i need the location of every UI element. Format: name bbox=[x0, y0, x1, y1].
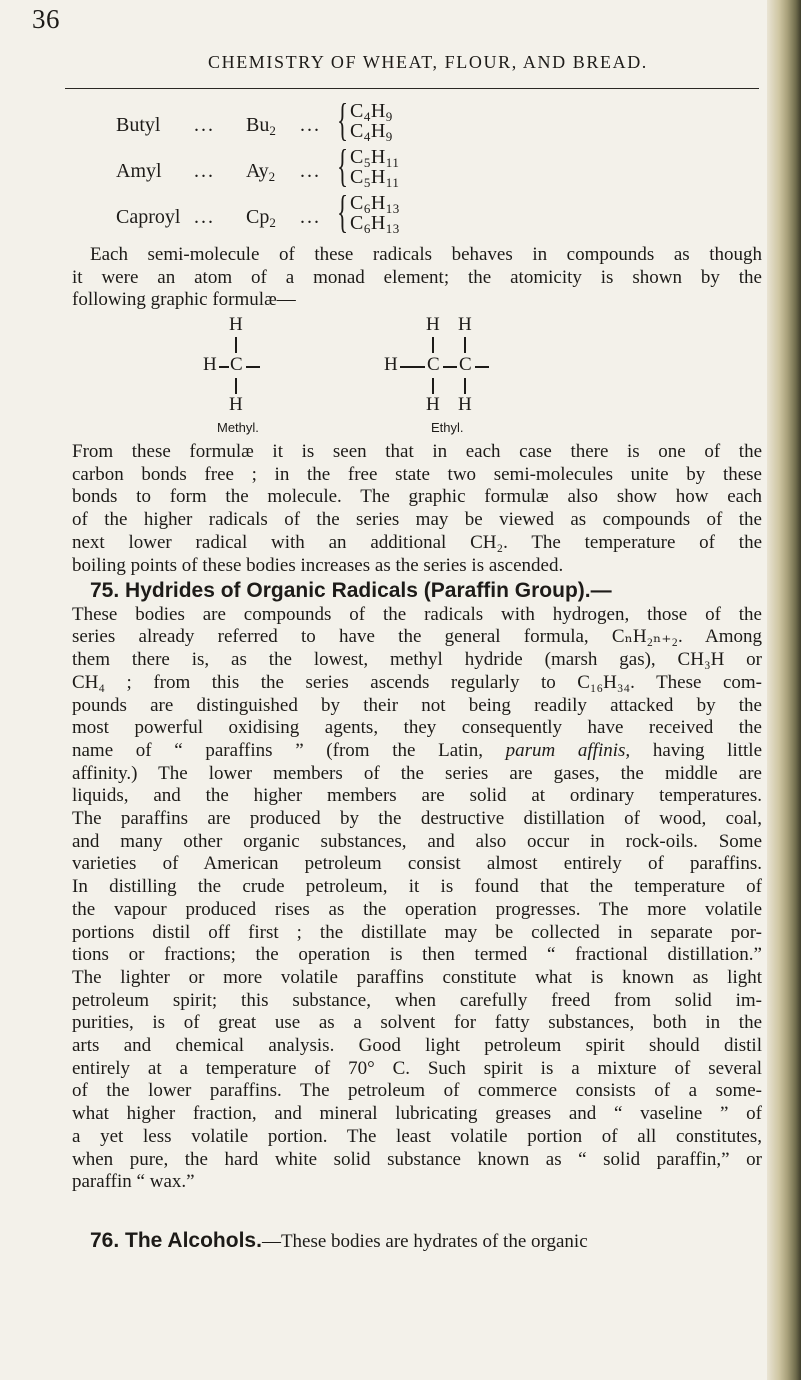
bond-line bbox=[400, 366, 425, 368]
methyl-h-bottom: H bbox=[229, 394, 243, 415]
ethyl-h-bottom-2: H bbox=[458, 394, 472, 415]
text-line: and many other organic substances, and also occur in rock-oils. Some bbox=[72, 830, 762, 852]
bond-line bbox=[475, 366, 489, 368]
text-line bbox=[72, 740, 762, 763]
text-line: it were an atom of a monad element; the atomicity is shown by the bbox=[72, 266, 762, 288]
radical-symbol: $Bu_2$ bbox=[246, 114, 276, 138]
text-line: most powerful oxidising agents, they consequently have received the bbox=[72, 717, 762, 739]
leader-dots: ... bbox=[300, 160, 321, 182]
methyl-h-left: H bbox=[203, 354, 217, 375]
text-line: tions or fractions; the operation is then termed “ fractional distillation.” bbox=[72, 944, 762, 966]
text-line: CH₄ ; from this the series ascends regularly to C₁₆H₃₄. These com- bbox=[72, 671, 762, 693]
text-line: of the lower paraffins. The petroleum of commerce consists of a some- bbox=[72, 1080, 762, 1102]
text-line: Each semi-molecule of these radicals behaves in compounds as though bbox=[90, 244, 762, 265]
text-line: varieties of American petroleum consist almost entirely of paraffins. bbox=[72, 853, 762, 875]
text-line: boiling points of these bodies increases as the series is ascended. bbox=[72, 554, 564, 576]
leader-dots: ... bbox=[194, 206, 215, 228]
ethyl-h-top-1: H bbox=[426, 314, 440, 335]
heading-75: 75. Hydrides of Organic Radicals (Paraffin Group).— bbox=[90, 579, 612, 602]
ethyl-c-2: C bbox=[459, 354, 472, 375]
text-run: name of “ paraffins ” (from the Latin, bbox=[72, 739, 506, 761]
header-rule bbox=[65, 88, 759, 89]
methyl-h-top: H bbox=[229, 314, 243, 335]
text-line: what higher fraction, and mineral lubricating greases and “ vaseline ” of bbox=[72, 1103, 762, 1125]
brace-symbol: { bbox=[337, 140, 349, 191]
text-line: entirely at a temperature of 70° C. Such spirit is a mixture of several bbox=[72, 1057, 762, 1079]
radical-name: Caproyl bbox=[116, 206, 181, 228]
text-line: affinity.) The lower members of the series are gases, the middle are bbox=[72, 762, 762, 784]
ethyl-caption: Ethyl. bbox=[431, 420, 464, 435]
heading-76: 76. The Alcohols. bbox=[90, 1229, 262, 1252]
bond-line bbox=[219, 366, 229, 368]
bond-line bbox=[235, 337, 237, 353]
text-line: when pure, the hard white solid substance known as “ solid paraffin,” or bbox=[72, 1148, 762, 1170]
text-line: them there is, as the lowest, methyl hydride (marsh gas), CH₃H or bbox=[72, 649, 762, 671]
text-line bbox=[72, 441, 762, 464]
formula-top: $C_5H_{11}$ bbox=[350, 146, 400, 170]
methyl-c: C bbox=[230, 354, 243, 375]
text-line: paraffin “ wax.” bbox=[72, 1171, 195, 1193]
bond-line bbox=[464, 337, 466, 353]
text-line: pounds are distinguished by their not being readily attacked by the bbox=[72, 694, 762, 716]
formula-bottom: $C_4H_9$ bbox=[350, 120, 393, 144]
text-line: petroleum spirit; this substance, when carefully freed from solid im- bbox=[72, 989, 762, 1011]
ethyl-h-top-2: H bbox=[458, 314, 472, 335]
latin-phrase: parum affinis, bbox=[505, 739, 631, 761]
text-line: The lighter or more volatile paraffins constitute what is known as light bbox=[72, 966, 762, 988]
bond-line bbox=[235, 378, 237, 394]
text-line: a yet less volatile portion. The least volatile portion of all constitutes, bbox=[72, 1125, 762, 1147]
page-number: 36 bbox=[32, 4, 60, 34]
text-line: purities, is of great use as a solvent for fatty substances, both in the bbox=[72, 1012, 762, 1034]
text-line: series already referred to have the general formula, CₙH₂ₙ₊₂. Among bbox=[72, 626, 762, 648]
leader-dots: ... bbox=[300, 114, 321, 136]
text-line bbox=[72, 1230, 762, 1254]
text-line: next lower radical with an additional CH₂. The temperature of the bbox=[72, 531, 762, 553]
section-heading bbox=[72, 580, 762, 604]
section-75 bbox=[72, 580, 762, 1194]
leader-dots: ... bbox=[194, 160, 215, 182]
formula-top: $C_4H_9$ bbox=[350, 100, 393, 124]
text-run: From these formulæ it is seen that in each case there is one of the bbox=[72, 441, 762, 462]
radical-symbol: $Cp_2$ bbox=[246, 206, 276, 230]
brace-symbol: { bbox=[337, 94, 349, 145]
formula-bottom: $C_5H_{11}$ bbox=[350, 166, 400, 190]
text-line: portions distil off first ; the distillate may be collected in separate por- bbox=[72, 921, 762, 943]
bond-line bbox=[432, 378, 434, 394]
running-head: CHEMISTRY OF WHEAT, FLOUR, AND BREAD. bbox=[208, 52, 648, 72]
ethyl-h-bottom-1: H bbox=[426, 394, 440, 415]
text-line: liquids, and the higher members are solid at ordinary temperatures. bbox=[72, 785, 762, 807]
text-run: having little bbox=[630, 739, 763, 761]
intro-paragraph bbox=[72, 244, 762, 312]
text-line: These bodies are compounds of the radicals with hydrogen, those of the bbox=[72, 603, 762, 625]
ethyl-c-1: C bbox=[427, 354, 440, 375]
bond-line bbox=[464, 378, 466, 394]
text-line: In distilling the crude petroleum, it is found that the temperature of bbox=[72, 876, 762, 898]
text-line: following graphic formulæ— bbox=[72, 289, 296, 311]
text-line: of the higher radicals of the series may be viewed as compounds of the bbox=[72, 509, 762, 531]
text-line: arts and chemical analysis. Good light petroleum spirit should distil bbox=[72, 1035, 762, 1057]
text-line: The paraffins are produced by the destructive distillation of wood, coal, bbox=[72, 808, 762, 830]
page-edge-shadow bbox=[767, 0, 801, 1380]
ethyl-h-left: H bbox=[384, 354, 398, 375]
formula-bottom: $C_6H_{13}$ bbox=[350, 212, 400, 236]
section-76 bbox=[72, 1230, 762, 1254]
brace-symbol: { bbox=[337, 186, 349, 237]
text-line: carbon bonds free ; in the free state two semi-molecules unite by these bbox=[72, 463, 762, 485]
radical-name: Amyl bbox=[116, 160, 162, 182]
paragraph-radicals bbox=[72, 441, 762, 577]
bond-line bbox=[443, 366, 457, 368]
text-line: bonds to form the molecule. The graphic formulæ also show how each bbox=[72, 486, 762, 508]
formula-top: $C_6H_{13}$ bbox=[350, 192, 400, 216]
text-run: —These bodies are hydrates of the organic bbox=[261, 1231, 588, 1252]
bond-line bbox=[246, 366, 260, 368]
text-line: the vapour produced rises as the operation progresses. The more volatile bbox=[72, 898, 762, 920]
leader-dots: ... bbox=[194, 114, 215, 136]
radical-symbol: $Ay_2$ bbox=[246, 160, 276, 184]
leader-dots: ... bbox=[300, 206, 321, 228]
bond-line bbox=[432, 337, 434, 353]
radical-name: Butyl bbox=[116, 114, 161, 136]
methyl-caption: Methyl. bbox=[217, 420, 259, 435]
